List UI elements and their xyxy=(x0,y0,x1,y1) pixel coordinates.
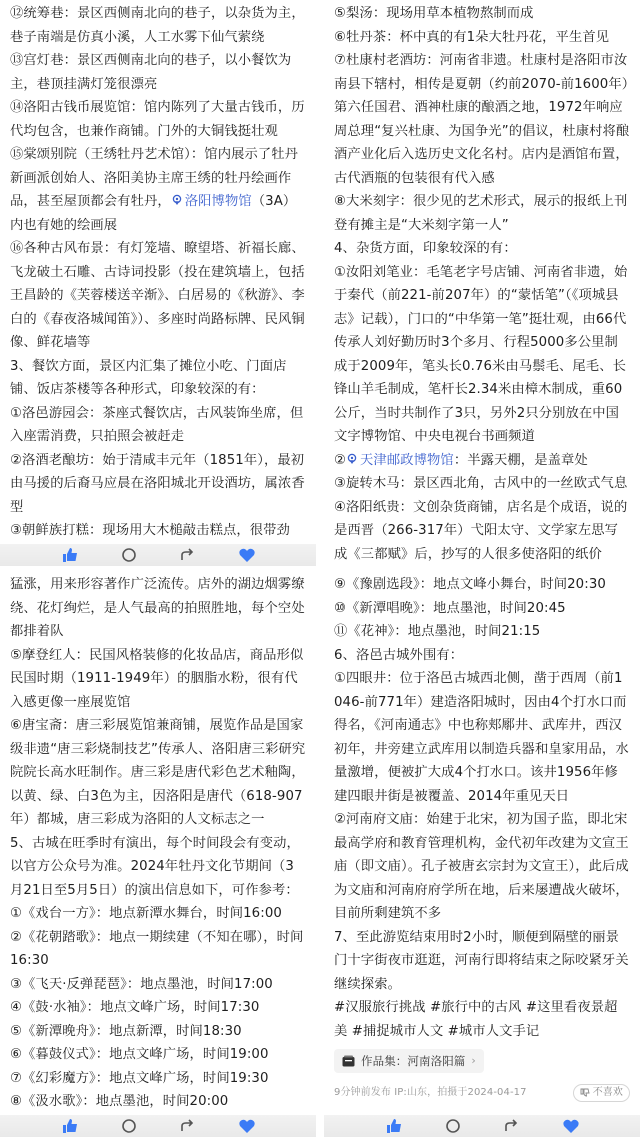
share-icon[interactable] xyxy=(179,547,197,563)
like-icon[interactable] xyxy=(61,547,79,563)
dislike-label: 不喜欢 xyxy=(592,1086,623,1098)
action-bar xyxy=(0,544,316,566)
post-meta xyxy=(334,1084,630,1102)
text-line: ①四眼井：位于洛邑古城西北侧，凿于西周（前1046-前771年）建造洛阳城时，因由4个打水口而得名，《河南通志》中也称郏鄏井、武库井，西汉初年，井旁建立武库用以制造兵器和皇家用品，水量激增，便被扩大成4个打水口。该井1956年修建四眼井街是被覆盖、2014年重见天日 xyxy=(334,671,629,804)
location-link-label: 洛阳博物馆 xyxy=(184,194,252,209)
favorite-icon[interactable] xyxy=(238,1118,256,1134)
text-line xyxy=(334,449,630,473)
post-fragment-bottom-right xyxy=(324,571,640,1137)
text-line: ⑤摩登红人：民国风格装修的化妆品店，商品形似民国时期（1911-1949年）的胭脂水粉，很有代入感更像一座展览馆 xyxy=(10,647,304,710)
text-span: ⑮棠颂别院（王绣牡丹艺术馆）：馆内展示了牡丹新画派创始人、洛阳美协主席王绣的牡丹绘画作品，甚至屋顶都会有牡丹， xyxy=(10,147,299,209)
text-line: ⑧大米刻字：很少见的艺术形式，展示的报纸上刊登有摊主是“大米刻字第一人” xyxy=(334,194,628,233)
text-line: 猛涨，用来形容著作广泛流传。店外的湖边烟雾缭绕、花灯绚烂，是人气最高的拍照胜地，每个空处都排着队 xyxy=(10,577,305,639)
share-icon[interactable] xyxy=(503,1118,521,1134)
comment-icon[interactable] xyxy=(120,547,138,563)
location-link[interactable] xyxy=(171,194,252,209)
comment-icon[interactable] xyxy=(444,1118,462,1134)
text-span: ② xyxy=(334,452,347,468)
text-line: ④洛阳纸贵：文创杂货商铺，店名是个成语，说的是西晋（266-317年）弋阳太守、文学家左思写成《三都赋》后，抄写的人很多使洛阳的纸价 xyxy=(334,499,628,562)
dislike-icon xyxy=(580,1088,590,1097)
text-line: ⑦《幻彩魔方》：地点文峰广场，时间19:30 xyxy=(10,1070,269,1086)
text-line: ⑥唐宝斋：唐三彩展览馆兼商铺，展览作品是国家级非遗“唐三彩烧制技艺”传承人、洛阳唐三彩研究院院长高水旺制作。唐三彩是唐代彩色艺术釉陶，以黄、绿、白3色为主，因洛阳是唐代（618-907年）都城，唐三彩成为洛阳的人文标志之一 xyxy=(10,718,306,827)
text-line: ⑫统筹巷：景区西侧南北向的巷子，以杂货为主，巷子南端是仿真小溪，人工水雾下仙气萦绕 xyxy=(10,6,305,45)
post-fragment-bottom-left xyxy=(0,571,316,1137)
location-link-label: 天津邮政博物馆 xyxy=(360,452,454,468)
action-bar xyxy=(0,1115,316,1137)
text-line: ⑤梨汤：现场用草本植物熬制而成 xyxy=(334,6,534,21)
post-fragment-top-left xyxy=(0,0,316,566)
text-line: ⑬宫灯巷：景区西侧南北向的巷子，以小餐饮为主，巷顶挂满灯笼很漂亮 xyxy=(10,53,292,92)
text-line: ⑥《暮鼓仪式》：地点文峰广场，时间19:00 xyxy=(10,1047,269,1062)
text-line: ③《飞天·反弹琵琶》：地点墨池，时间17:00 xyxy=(10,976,273,992)
album-chip[interactable] xyxy=(334,1049,484,1073)
album-icon xyxy=(342,1055,355,1067)
text-line: 3、餐饮方面，景区内汇集了摊位小吃、门面店铺、饭店茶楼等各种形式，印象较深的有： xyxy=(10,358,287,397)
text-line xyxy=(10,143,306,237)
location-link[interactable] xyxy=(346,453,454,468)
text-line: ②洛酒老酿坊：始于清咸丰元年（1851年），最初由马援的后裔马应晨在洛阳城北开设酒坊，属浓香型 xyxy=(10,452,305,515)
chevron-right-icon: › xyxy=(471,1054,476,1067)
text-line: ⑧《汲水歌》：地点墨池，时间20:00 xyxy=(10,1094,229,1109)
location-icon xyxy=(171,194,183,206)
column-gap xyxy=(316,0,324,1137)
text-line: ⑥牡丹茶：杯中真的有1朵大牡丹花，平生首见 xyxy=(334,29,610,45)
text-line: ①汝阳刘笔业：毛笔老字号店铺、河南省非遗，始于秦代（前221-前207年）的“蒙恬笔”（《项城县志》记载），门口的“中华第一笔”挺壮观，由66代传承人刘好勤历时3个多月、行程5000多公里制成于2009年，笔头长0.76米由马鬃毛、尾毛、长锋山羊毛制成，笔杆长2.34米由樟木制成，重60公斤，当时共制作了3只，另外2只分别放在中国文字博物馆、中央电视台书画频道 xyxy=(334,264,628,444)
favorite-icon[interactable] xyxy=(238,547,256,563)
text-line: ③朝鲜族打糕：现场用大木槌敲击糕点，很带劲 xyxy=(10,523,290,538)
text-line: ⑯各种古风布景：有灯笼墙、瞭望塔、祈福长廊、飞龙破土石雕、古诗词投影（投在建筑墙上，包括王昌龄的《芙蓉楼送辛渐》、白居易的《秋游》、李白的《春夜洛城闻笛》）、多座时尚路标牌、民风铜像、鲜花墙等 xyxy=(10,241,305,350)
text-line: 4、杂货方面，印象较深的有： xyxy=(334,241,517,256)
text-line: 7、至此游览结束用时2小时，顺便到隔壁的丽景门十字街夜市逛逛，河南行即将结束之际咬紧牙关继续探索。 xyxy=(334,929,629,992)
like-icon[interactable] xyxy=(385,1118,403,1134)
post-meta-text: 9分钟前发布 IP:山东，拍摄于2024-04-17 xyxy=(334,1086,527,1098)
comment-icon[interactable] xyxy=(120,1118,138,1134)
text-line: ⑨《豫剧选段》：地点文峰小舞台，时间20:30 xyxy=(334,577,606,592)
hashtags[interactable]: #汉服旅行挑战 #旅行中的古风 #这里看夜景超美 #捕捉城市人文 #城市人文手记 xyxy=(334,1000,618,1039)
text-line: 6、洛邑古城外围有： xyxy=(334,647,464,663)
like-icon[interactable] xyxy=(61,1118,79,1134)
text-line: ③旋转木马：景区西北角，古风中的一丝欧式气息 xyxy=(334,476,628,491)
text-span: ：半露天棚，是盖章处 xyxy=(453,452,588,468)
text-line: ①洛邑游园会：茶座式餐饮店，古风装饰坐席，但入座需消费，只拍照会被赶走 xyxy=(10,405,304,444)
text-line: ②河南府文庙：始建于北宋，初为国子监，即北宋最高学府和教育管理机构，金代初年改建为文宣王庙（即文庙）。孔子被唐玄宗封为文宣王），此后成为文庙和河南府府学所在地，后来屡遭战火破坏，目前所剩建筑不多 xyxy=(334,812,629,921)
text-line: ⑦杜康村老酒坊：河南省非遗。杜康村是洛阳市汝南县下辖村，相传是夏朝（约前2070-前1600年）第六任国君、酒神杜康的酿酒之地，1972年响应周总理“复兴杜康、为国争光”的倡议，杜康村将酿酒产业化后入选历史文化名村。店内是酒馆布置，古代酒瓶的包装很有代入感 xyxy=(334,53,630,186)
post-fragment-top-right xyxy=(324,0,640,566)
share-icon[interactable] xyxy=(179,1118,197,1134)
text-line: ①《戏台一方》：地点新潭水舞台，时间16:00 xyxy=(10,906,282,921)
text-line: ⑪《花神》：地点墨池，时间21:15 xyxy=(334,624,541,639)
dislike-button[interactable] xyxy=(573,1084,630,1102)
text-line: 5、古城在旺季时有演出，每个时间段会有变动，以官方公众号为准。2024年牡丹文化节期间（3月21日至5月5日）的演出信息如下，可作参考： xyxy=(10,835,300,898)
text-line: ⑭洛阳古钱币展览馆：馆内陈列了大量古钱币，历代均包含，也兼作商铺。门外的大铜钱挺壮观 xyxy=(10,100,305,139)
text-line: ⑤《新潭晚舟》：地点新潭，时间18:30 xyxy=(10,1023,242,1039)
action-bar xyxy=(324,1115,640,1137)
text-line: ④《鼓·水袖》：地点文峰广场，时间17:30 xyxy=(10,1000,260,1015)
location-icon xyxy=(346,453,358,465)
album-label: 作品集：河南洛阳篇 xyxy=(361,1054,466,1068)
favorite-icon[interactable] xyxy=(562,1118,580,1134)
text-line: ②《花朝踏歌》：地点一期续建（不知在哪），时间16:30 xyxy=(10,929,304,968)
text-line: ⑩《新潭唱晚》：地点墨池，时间20:45 xyxy=(334,600,566,616)
text-span: （3A）内也有她的绘画展 xyxy=(10,194,297,233)
